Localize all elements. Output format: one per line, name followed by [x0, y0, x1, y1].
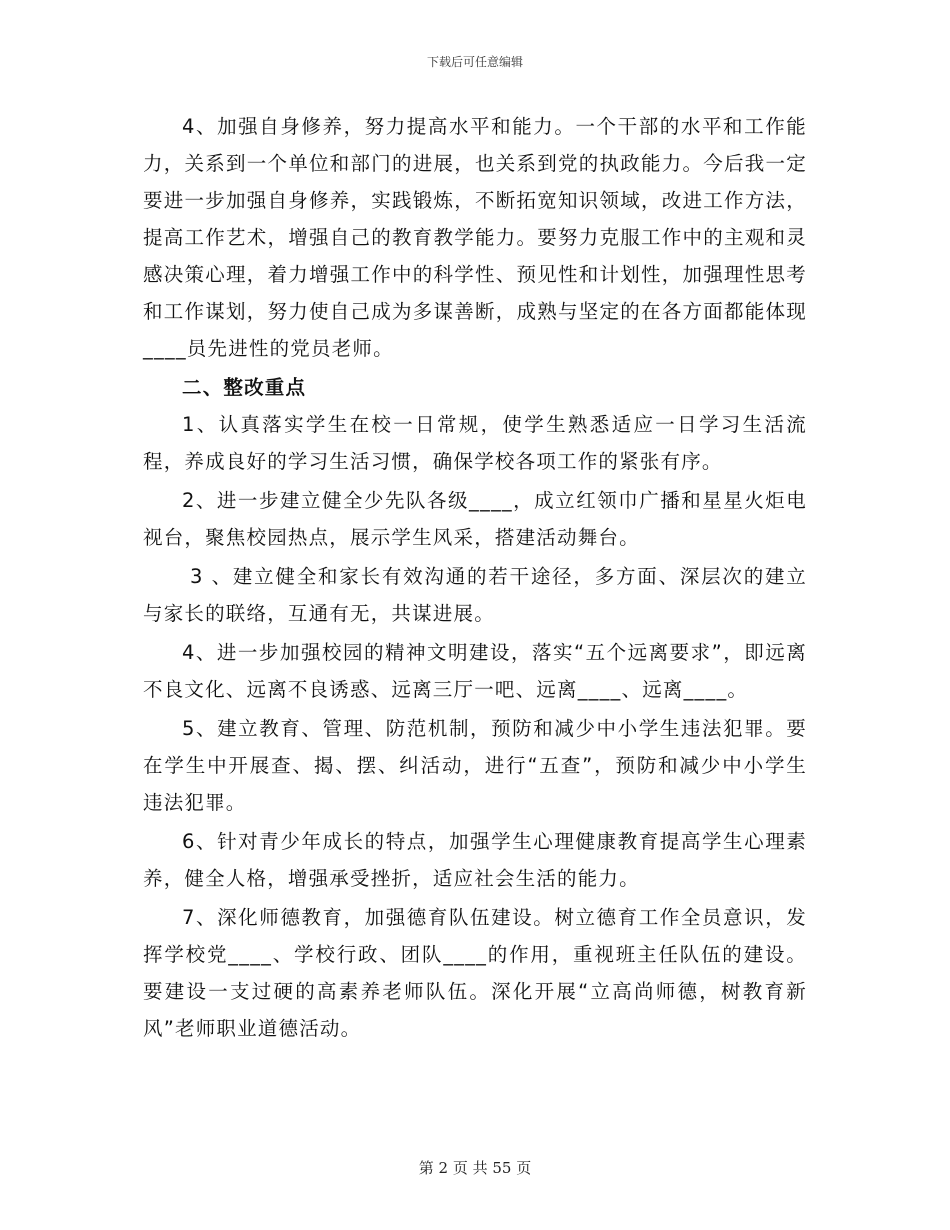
section-heading-rectification-focus: 二、整改重点: [182, 376, 307, 399]
paragraph-mental-health: 6、针对青少年成长的特点，加强学生心理健康教育提高学生心理素养，健全人格，增强承受挫折，适应社会生活的能力。: [143, 830, 807, 890]
paragraph-campus-civilization: 4、进一步加强校园的精神文明建设，落实“五个远离要求”，即远离不良文化、远离不良诱惑、远离三厅一吧、远离____、远离____。: [143, 641, 807, 701]
paragraph-daily-routine: 1、认真落实学生在校一日常规，使学生熟悉适应一日学习生活流程，养成良好的学习生活习惯，确保学校各项工作的紧张有序。: [143, 413, 807, 473]
document-body: [143, 108, 807, 1047]
paragraph-self-cultivation: 4、加强自身修养，努力提高水平和能力。一个干部的水平和工作能力，关系到一个单位和部门的进展，也关系到党的执政能力。今后我一定要进一步加强自身修养，实践锻炼，不断拓宽知识领域，改进工作方法，提高工作艺术，增强自己的教育教学能力。要努力克服工作中的主观和灵感决策心理，着力增强工作中的科学性、预见性和计划性，加强理性思考和工作谋划，努力使自己成为多谋善断，成熟与坚定的在各方面都能体现____员先进性的党员老师。: [143, 115, 807, 360]
paragraph-crime-prevention: 5、建立教育、管理、防范机制，预防和减少中小学生违法犯罪。要在学生中开展查、揭、摆、纠活动，进行“五查”，预防和减少中小学生违法犯罪。: [143, 717, 807, 814]
header-note: 下载后可任意编辑: [426, 55, 523, 69]
page-number: 第 2 页 共 55 页: [418, 1159, 532, 1177]
paragraph-teacher-ethics: 7、深化师德教育，加强德育队伍建设。树立德育工作全员意识，发挥学校党____、学校行政、团队____的作用，重视班主任队伍的建设。要建设一支过硬的高素养老师队伍。深化开展“立高尚师德，树教育新风”老师职业道德活动。: [143, 906, 807, 1040]
paragraph-parent-communication: 3 、建立健全和家长有效沟通的若干途径，多方面、深层次的建立与家长的联络，互通有无，共谋进展。: [143, 565, 807, 625]
paragraph-young-pioneers: 2、进一步建立健全少先队各级____，成立红领巾广播和星星火炬电视台，聚焦校园热点，展示学生风采，搭建活动舞台。: [143, 489, 807, 549]
